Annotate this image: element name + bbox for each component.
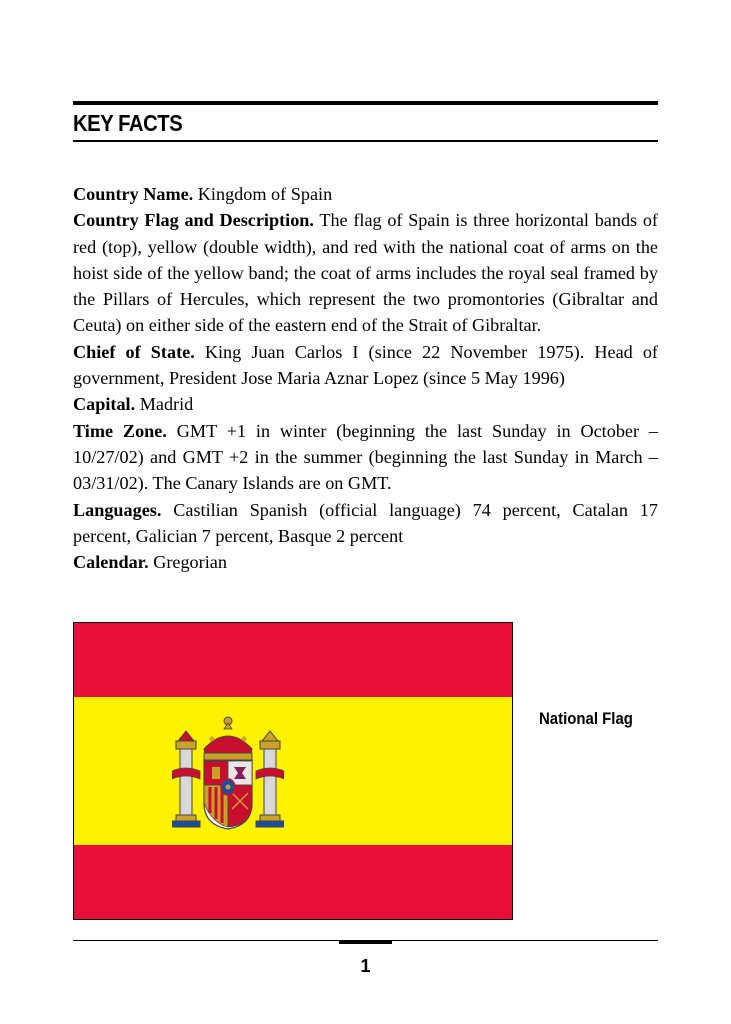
coat-of-arms-icon xyxy=(172,709,284,839)
fact-country-flag xyxy=(73,207,658,338)
fact-text: The flag of Spain is three horizontal bands of red (top), yellow (double width), and red with the national coat of arms on the hoist side of the yellow band; the coat of arms includes the royal seal framed by the Pillars of Hercules, which represent the two promontories (Gibraltar and Ceuta) on either side of the eastern end of the Strait of Gibraltar. xyxy=(73,210,658,336)
section-heading: KEY FACTS xyxy=(73,110,183,136)
fact-calendar xyxy=(73,549,658,575)
fact-text: Madrid xyxy=(135,394,194,415)
key-facts-list xyxy=(73,181,658,575)
fact-time-zone xyxy=(73,418,658,497)
fact-label: Capital. xyxy=(73,394,136,415)
page-number: 1 xyxy=(360,956,371,976)
fact-capital xyxy=(73,391,658,417)
fact-label: Languages. xyxy=(73,499,162,520)
fact-text: King Juan Carlos I (since 22 November 1975). Head of government, President Jose Maria Aznar Lopez (since 5 May 1996) xyxy=(73,341,658,389)
fact-label: Country Flag and Description. xyxy=(73,210,314,231)
flag-red-band-top xyxy=(74,623,512,697)
flag-yellow-band xyxy=(74,697,512,845)
fact-label: Chief of State. xyxy=(73,341,195,362)
flag-red-band-bottom xyxy=(74,845,512,920)
fact-country-name xyxy=(73,181,658,207)
fact-label: Time Zone. xyxy=(73,420,167,441)
fact-text: GMT +1 in winter (beginning the last Sunday in October – 10/27/02) and GMT +2 in the summer (beginning the last Sunday in March – 03/31/02). The Canary Islands are on GMT. xyxy=(73,420,659,494)
fact-text: Kingdom of Spain xyxy=(193,184,333,204)
spain-flag-image xyxy=(73,622,513,920)
fact-label: Calendar. xyxy=(73,552,149,573)
top-rule xyxy=(73,101,658,105)
flag-caption: National Flag xyxy=(539,709,633,728)
fact-text: Castilian Spanish (official language) 74 percent, Catalan 17 percent, Galician 7 percent, Basque 2 percent xyxy=(73,499,658,546)
fact-label: Country Name. xyxy=(73,184,194,204)
fact-text: Gregorian xyxy=(148,552,227,573)
fact-languages xyxy=(73,497,658,550)
footer-tab-marker xyxy=(339,940,392,944)
fact-chief-of-state xyxy=(73,339,658,392)
heading-underline xyxy=(73,140,658,142)
